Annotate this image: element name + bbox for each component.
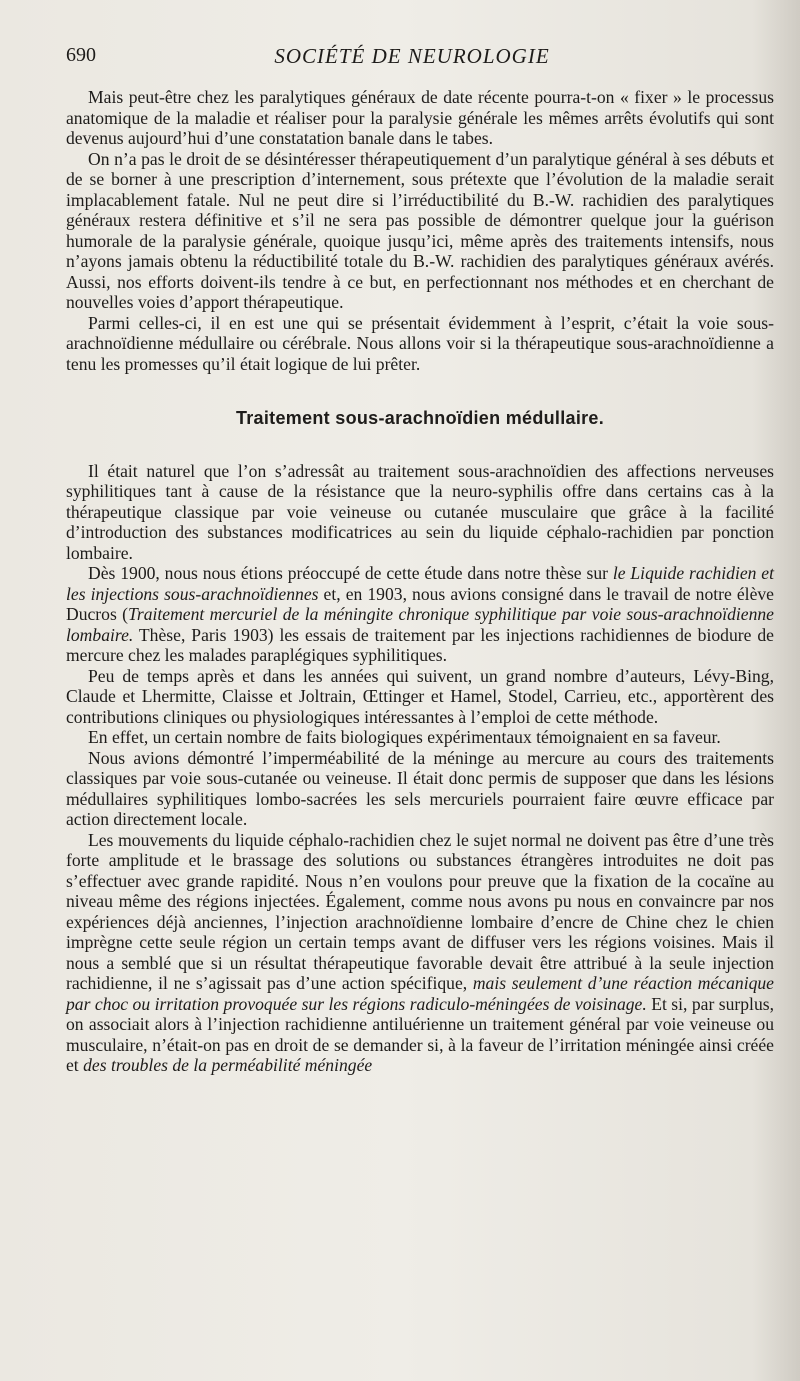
paragraph <box>66 830 774 1076</box>
paragraph: Mais peut-être chez les paralytiques généraux de date récente pourra-t-on « fixer » le processus anatomique de la maladie et réaliser pour la paralysie générale les mêmes arrêts évolutifs qui sont devenus aujourd’hui d’une constatation banale dans le tabes. <box>66 87 774 148</box>
paragraph: Nous avions démontré l’imperméabilité de la méninge au mercure au cours des traitements classiques par voie sous-cutanée ou veineuse. Il était donc permis de supposer que dans les lésions médullaires syphilitiques lombo-sacrées les sels mercuriels pourraient faire œuvre efficace par action directement locale. <box>66 747 774 829</box>
page-number: 690 <box>66 44 96 66</box>
text-run: Thèse, Paris 1903) les essais de traitement par les injections rachidiennes de biodure de mercure chez les malades paraplégiques syphilitiques. <box>66 624 774 665</box>
italic-phrase: mais seulement d’une réaction mécanique par choc ou irritation provoquée sur les régions radiculo-méningées de voisinage. <box>66 973 774 1014</box>
text-run: et, en 1903, nous avions consigné dans le travail de notre élève Ducros ( <box>66 583 774 624</box>
italic-title: le Liquide rachidien et les injections sous-arachnoïdiennes <box>66 563 774 604</box>
paragraph: Parmi celles-ci, il en est une qui se présentait évidemment à l’esprit, c’était la voie sous-arachnoïdienne médullaire ou cérébrale. Nous allons voir si la thérapeutique sous-arachnoïdienne a tenu les promesses qu’il était logique de lui prêter. <box>66 312 774 374</box>
text-run: Dès 1900, nous nous étions préoccupé de cette étude dans notre thèse sur <box>88 563 613 583</box>
paragraph: On n’a pas le droit de se désintéresser thérapeutiquement d’un paralytique général à ses débuts et de se borner à une prescription d’internement, sous prétexte que l’évolution de la maladie serait implacablement fatale. Nul ne peut dire si l’irréductibilité du B.-W. rachidien des paralytiques généraux restera définitive et s’il ne sera pas possible de démontrer quelque jour la guérison humorale de la paralysie générale, quoique jusqu’ici, même après des traitements intensifs, nous n’ayons jamais obtenu la réductibilité totale du B.-W. rachidien des paralytiques généraux avérés. Aussi, nos efforts doivent-ils tendre à ce but, en perfectionnant nos méthodes et en cherchant de nouvelles voies d’apport thérapeutique. <box>66 148 774 312</box>
text-run: Et si, par surplus, on associait alors à l’injection rachidienne antiluérienne un traitement général par voie veineuse ou musculaire, n’était-on pas en droit de se demander si, à la faveur de l’irritation méningée ainsi créée et <box>66 993 774 1075</box>
paragraph <box>66 563 774 666</box>
italic-phrase: des troubles de la perméabilité méningée <box>83 1055 373 1075</box>
paragraph: Il était naturel que l’on s’adressât au traitement sous-arachnoïdien des affections nerveuses syphilitiques tant à cause de la résistance que la neuro-syphilis offre dans certains cas à la thérapeutique classique par voie veineuse ou cutanée musculaire que grâce à la facilité d’introduction des substances modificatrices au sein du liquide céphalo-rachidien par ponction lombaire. <box>66 460 774 563</box>
page-body <box>66 87 774 1076</box>
paragraph: Peu de temps après et dans les années qui suivent, un grand nombre d’auteurs, Lévy-Bing, Claude et Lhermitte, Claisse et Joltrain, Œttinger et Hamel, Stodel, Carrieu, etc., apportèrent des contributions cliniques ou physiologiques intéressantes à l’emploi de cette méthode. <box>66 665 774 727</box>
text-run: Les mouvements du liquide céphalo-rachidien chez le sujet normal ne doivent pas être d’une très forte amplitude et le brassage des solutions ou substances étrangères introduites ne doit pas s’effectuer avec grande rapidité. Nous n’en voulons pour preuve que la fixation de la cocaïne au niveau même des régions injectées. Également, comme nous avons pu nous en convaincre par nos expériences déjà anciennes, l’injection arachnoïdienne lombaire d’encre de Chine chez le chien imprègne cette seule région un certain temps avant de diffuser vers les régions voisines. Mais il nous a semblé que si un résultat thérapeutique favorable devait être attribué à la seule injection rachidienne, il ne s’agissait pas d’une action spécifique, <box>66 829 774 993</box>
italic-title: Traitement mercuriel de la méningite chronique syphilitique par voie sous-arachnoïdienne lombaire. <box>66 604 774 645</box>
paragraph: En effet, un certain nombre de faits biologiques expérimentaux témoignaient en sa faveur. <box>88 727 721 747</box>
page-header <box>66 44 758 74</box>
section-heading: Traitement sous-arachnoïdien médullaire. <box>235 408 605 428</box>
running-title: SOCIÉTÉ DE NEUROLOGIE <box>274 44 550 68</box>
